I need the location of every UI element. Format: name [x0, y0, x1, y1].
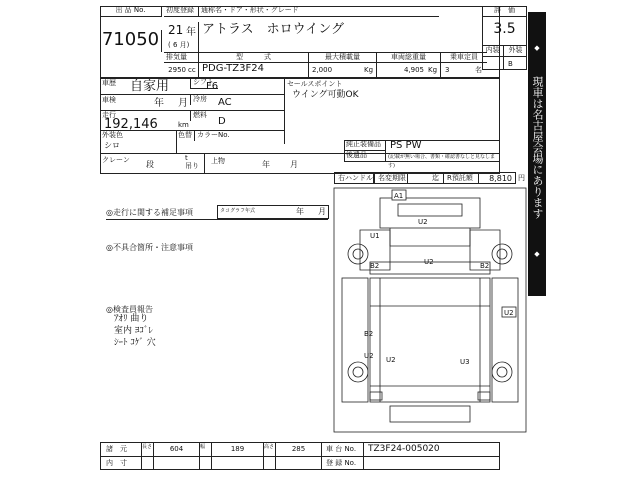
model-name: アトラス ホロウイング: [198, 22, 439, 52]
reg-label: 登 録 No.: [322, 457, 364, 470]
interior-cell-4: [212, 457, 264, 470]
rear-right-wheel: [492, 362, 512, 382]
rear-gate: [390, 406, 470, 422]
width-unit: 幅: [200, 443, 212, 456]
interior-dims-label: 内 寸: [100, 457, 142, 470]
height-value: 285: [276, 443, 322, 456]
ext-color-label: 外装色: [102, 131, 123, 139]
reg-month-value: ( 6 月): [168, 41, 190, 49]
driving-notes-label: ◎走行に関する補足事項: [106, 208, 193, 217]
crane-dan: 段: [146, 160, 154, 169]
lift-label: 上物: [204, 154, 234, 173]
vehicle-weight-label: 車両総重量: [376, 52, 440, 63]
max-load-value: 2,000: [308, 63, 358, 78]
max-load-label: 最大積載量: [308, 52, 376, 63]
rear-right-hub: [497, 367, 507, 377]
mark-b2-low: B2: [364, 330, 374, 338]
ext-color-value: シロ: [104, 141, 120, 150]
displacement-value: 2950: [168, 66, 186, 74]
ac-label: 冷房: [190, 95, 218, 105]
diagram-frame: [334, 188, 526, 432]
crane-tsuri: 吊り: [185, 162, 199, 170]
mark-b2-right: B2: [480, 262, 490, 270]
inspection-year: 年: [154, 98, 164, 109]
max-load-unit: Kg: [364, 66, 374, 74]
type-value: PDG-TZ3F24: [198, 63, 308, 78]
mark-u2-center: U2: [424, 258, 434, 266]
type-label: 型 式: [198, 52, 308, 63]
inspection-label: 車検: [102, 96, 116, 104]
length-value: 604: [154, 443, 200, 456]
bag-label: 後遺品: [344, 151, 386, 162]
rear-left-hub: [353, 367, 363, 377]
color-number-label: カラーNo.: [194, 131, 234, 141]
mark-u2-low-mid: U2: [386, 356, 396, 364]
recycle-value: 8,810: [478, 172, 516, 184]
interior-cell-3: [200, 457, 212, 470]
interior-cell-5: [264, 457, 276, 470]
recycle-label: R預託額: [444, 172, 478, 184]
front-left-hub: [353, 249, 363, 259]
windshield: [390, 228, 470, 246]
first-reg-label: 初度登録: [164, 6, 198, 17]
recycle-unit: 円: [518, 174, 525, 182]
name-change-value: [408, 172, 432, 184]
mark-a1: A1: [394, 192, 404, 200]
location-banner: [528, 12, 546, 296]
crane-label: クレーン: [102, 156, 130, 164]
chassis-label: 車 台 No.: [322, 443, 364, 456]
sales-points-label: セールスポイント: [287, 80, 343, 88]
banner-text: 現車は名古屋会場にあります: [531, 76, 544, 219]
interior-cell-2: [154, 457, 200, 470]
defect-notes-label: ◎不具合箇所・注意事項: [106, 243, 193, 252]
inspector-line-1: ｱｵﾘ 曲り: [114, 314, 149, 324]
capacity-label: 乗車定員: [440, 52, 487, 63]
displacement-label: 排気量: [164, 52, 198, 63]
banner-diamond-bottom: ◆: [534, 250, 540, 258]
left-side-panel: [342, 278, 368, 402]
cab-roof: [398, 204, 462, 216]
displacement-unit: cc: [188, 66, 196, 74]
capacity-value: 3: [440, 63, 460, 78]
exterior-label: 外装: [504, 45, 527, 56]
inspector-line-2: 室内 ﾖｺﾞﾚ: [114, 326, 153, 336]
dims-label: 諸 元: [100, 443, 142, 456]
shift-value: F6: [206, 81, 219, 92]
front-left-wheel: [348, 244, 368, 264]
vehicle-weight-unit: Kg: [428, 66, 438, 74]
exterior-value: B: [504, 56, 527, 70]
tacho-year: 年: [296, 207, 304, 216]
name-change-label: 名変期限: [374, 172, 408, 184]
body-box: [370, 278, 490, 402]
cab-outline: [380, 198, 480, 228]
height-unit: 高さ: [264, 443, 276, 456]
model-name-label: 通称名・ドア・形状・グレード: [198, 6, 439, 17]
mark-u2-top: U2: [418, 218, 428, 226]
right-side-panel: [492, 278, 518, 402]
mark-u3-low-right: U3: [460, 358, 470, 366]
fuel-label: 燃料: [190, 111, 218, 121]
mark-u2-box: U2: [504, 309, 514, 317]
inspection-month: 月: [178, 98, 188, 109]
chassis-value: TZ3F24-005020: [368, 444, 440, 454]
equipment-label: 純正装備品: [344, 140, 386, 151]
vehicle-weight-value: 4,905: [376, 63, 424, 78]
lift-year: 年: [262, 160, 270, 169]
shift-label: シフト: [190, 78, 218, 89]
mark-b2-left: B2: [370, 262, 380, 270]
bag-note: (記載が無い場合、書類・確認書なしと見なします): [388, 154, 495, 169]
sales-points-text: ウイング可動OK: [292, 90, 359, 100]
interior-value: [482, 56, 504, 70]
color-change-label: 色替: [176, 131, 194, 153]
banner-diamond-top: ◆: [534, 44, 540, 52]
inspector-line-3: ｼｰﾄ ｺｹﾞ 穴: [114, 338, 156, 348]
right-handle-label: 右ハンドル: [334, 172, 374, 184]
body-panels: [370, 306, 490, 386]
crane-tsuri-top: t: [185, 154, 188, 162]
fuel-value: D: [218, 116, 226, 127]
lot-label: 出 品 No.: [100, 6, 162, 17]
rear-left-wheel: [348, 362, 368, 382]
tacho-month: 月: [318, 207, 326, 216]
width-value: 189: [212, 443, 264, 456]
wing-edges: [380, 278, 480, 402]
lift-month: 月: [290, 160, 298, 169]
front-right-hub: [497, 249, 507, 259]
mark-u2-low-left: U2: [364, 352, 374, 360]
lot-number: 71050: [100, 30, 162, 52]
inspector-label: ◎検査員報告: [106, 305, 153, 314]
mark-u1: U1: [370, 232, 380, 240]
tacho-line: [106, 219, 328, 220]
rating-label: 評 価: [482, 6, 527, 17]
front-right-wheel: [492, 244, 512, 264]
reg-year-unit: 年: [186, 27, 196, 38]
mileage-label: 走行: [102, 111, 116, 119]
mileage-value: 192,146: [104, 117, 158, 132]
reg-year-value: 21: [168, 23, 184, 37]
equipment-value: PS PW: [390, 140, 422, 151]
interior-cell-1: [142, 457, 154, 470]
ac-value: AC: [218, 97, 232, 108]
interior-label: 内装: [482, 45, 504, 56]
interior-cell-6: [276, 457, 322, 470]
vehicle-diagram: [330, 186, 530, 434]
purpose-value: 自家用: [130, 79, 170, 94]
tacho-label: タコグラフ年式: [220, 208, 256, 214]
spec-divider: [284, 78, 285, 144]
name-change-until: 迄: [432, 172, 444, 184]
length-unit: 長さ: [142, 443, 154, 456]
mileage-unit: km: [178, 121, 189, 129]
purpose-label: 車歴: [102, 79, 116, 87]
rating-score: 3.5: [493, 21, 516, 37]
capacity-unit: 名: [475, 66, 482, 74]
